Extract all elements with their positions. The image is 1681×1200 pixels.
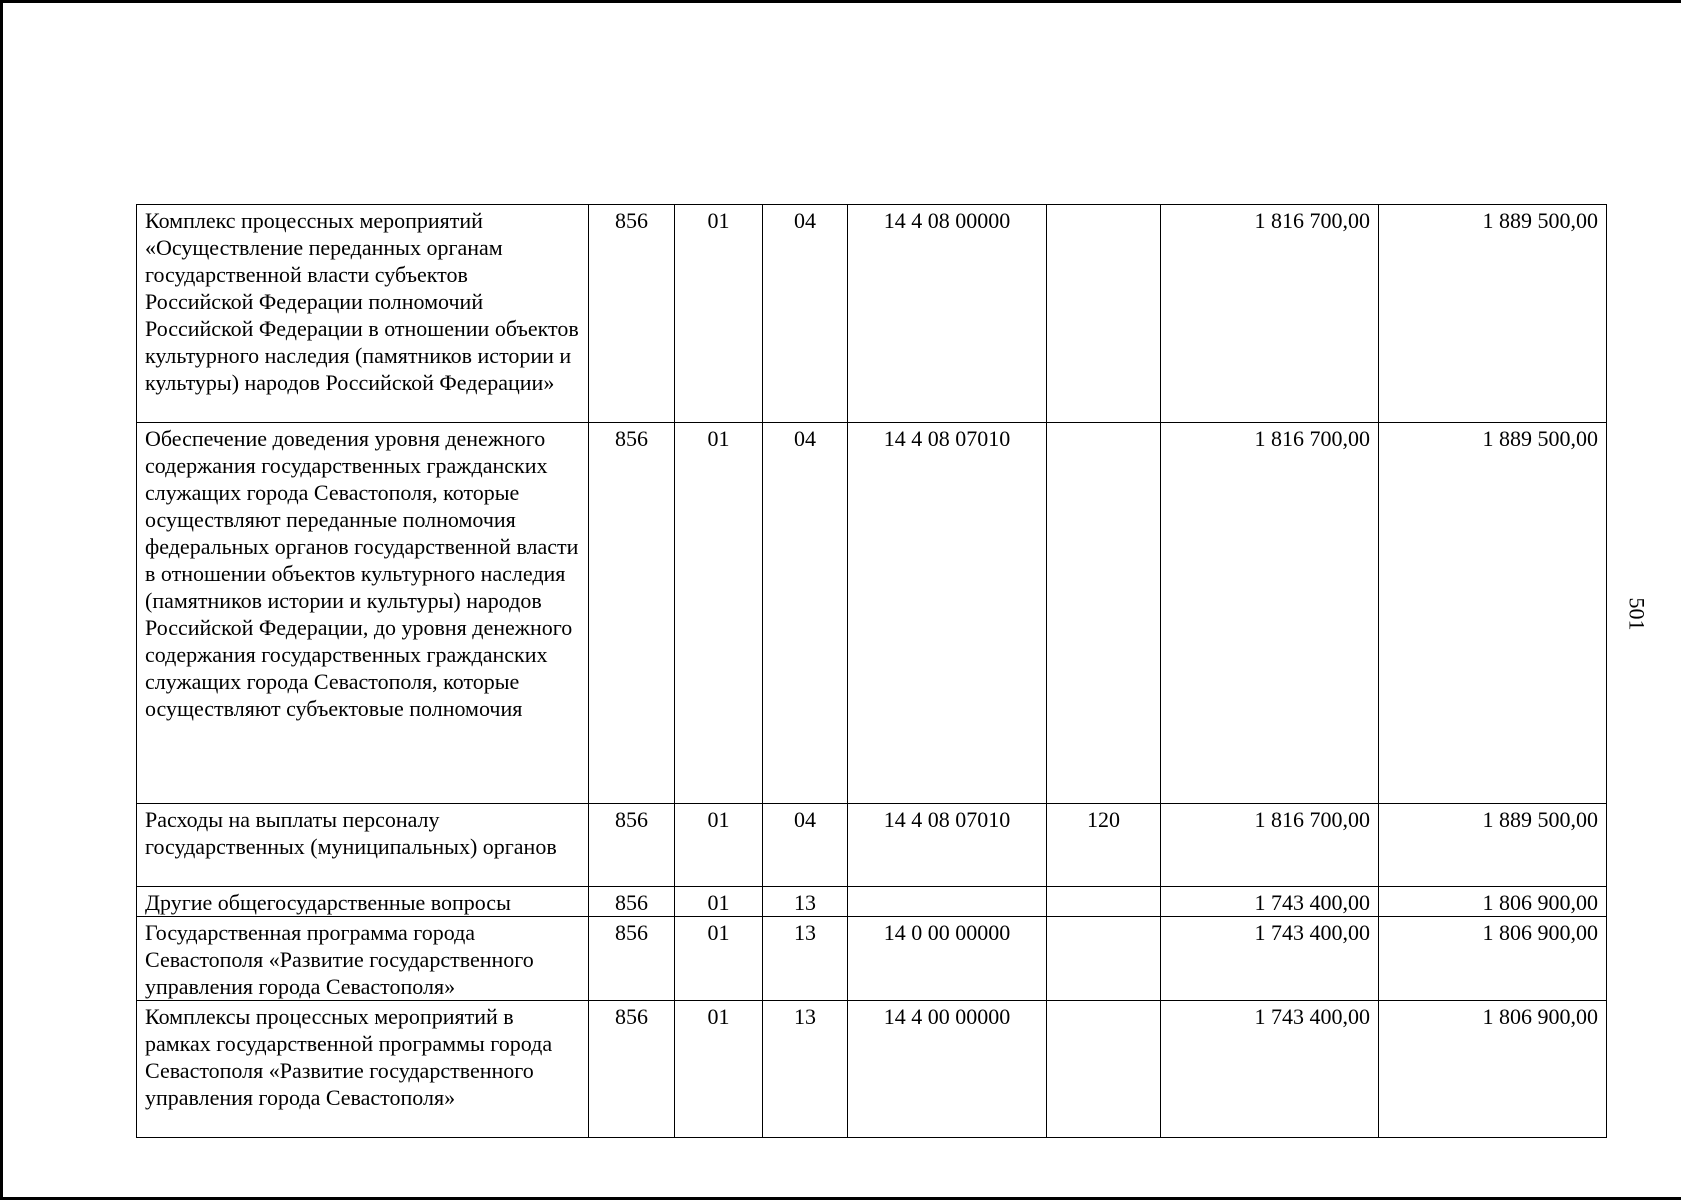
- row-vr: [1047, 423, 1161, 804]
- scan-edge-left: [0, 0, 3, 1200]
- row-sum-1: 1 816 700,00: [1161, 804, 1379, 887]
- row-csr: 14 4 00 00000: [848, 1001, 1047, 1138]
- table-row: [137, 205, 1607, 423]
- row-vr: [1047, 1001, 1161, 1138]
- row-sum-1: 1 743 400,00: [1161, 917, 1379, 1001]
- row-sum-2: 1 889 500,00: [1379, 804, 1607, 887]
- row-vr: [1047, 887, 1161, 917]
- table-row: [137, 917, 1607, 1001]
- row-csr: 14 4 08 00000: [848, 205, 1047, 423]
- row-pr: 04: [763, 804, 848, 887]
- row-pr: 13: [763, 1001, 848, 1138]
- scan-edge-top: [0, 0, 1681, 3]
- row-name: Обеспечение доведения уровня денежного содержания государственных гражданских служащих города Севастополя, которые осуществляют переданные полномочия федеральных органов государственной власти в отношении объектов культурного наследия (памятников истории и культуры) народов Российской Федерации, до уровня денежного содержания государственных гражданских служащих города Севастополя, которые осуществляют субъектовые полномочия: [137, 423, 589, 804]
- table-row: [137, 1001, 1607, 1138]
- row-sum-1: 1 743 400,00: [1161, 887, 1379, 917]
- row-pr: 04: [763, 423, 848, 804]
- row-rz: 01: [675, 423, 763, 804]
- row-sum-2: 1 889 500,00: [1379, 205, 1607, 423]
- row-ved: 856: [589, 804, 675, 887]
- row-name: Государственная программа города Севастополя «Развитие государственного управления города Севастополя»: [137, 917, 589, 1001]
- table-row: [137, 804, 1607, 887]
- row-name: Расходы на выплаты персоналу государственных (муниципальных) органов: [137, 804, 589, 887]
- row-vr: 120: [1047, 804, 1161, 887]
- table-row: [137, 887, 1607, 917]
- row-sum-2: 1 806 900,00: [1379, 917, 1607, 1001]
- row-rz: 01: [675, 205, 763, 423]
- row-vr: [1047, 917, 1161, 1001]
- row-csr: 14 4 08 07010: [848, 804, 1047, 887]
- row-sum-1: 1 816 700,00: [1161, 205, 1379, 423]
- row-name: Комплексы процессных мероприятий в рамках государственной программы города Севастополя «Развитие государственного управления города Севастополя»: [137, 1001, 589, 1138]
- row-sum-2: 1 806 900,00: [1379, 887, 1607, 917]
- row-sum-2: 1 806 900,00: [1379, 1001, 1607, 1138]
- row-ved: 856: [589, 1001, 675, 1138]
- row-sum-1: 1 816 700,00: [1161, 423, 1379, 804]
- row-rz: 01: [675, 887, 763, 917]
- table-row: [137, 423, 1607, 804]
- row-ved: 856: [589, 917, 675, 1001]
- row-rz: 01: [675, 917, 763, 1001]
- row-ved: 856: [589, 887, 675, 917]
- page-number: 501: [1624, 597, 1650, 631]
- row-csr: 14 0 00 00000: [848, 917, 1047, 1001]
- budget-table: [136, 204, 1607, 1138]
- row-pr: 13: [763, 887, 848, 917]
- row-pr: 04: [763, 205, 848, 423]
- row-rz: 01: [675, 804, 763, 887]
- row-vr: [1047, 205, 1161, 423]
- row-csr: [848, 887, 1047, 917]
- row-sum-1: 1 743 400,00: [1161, 1001, 1379, 1138]
- row-ved: 856: [589, 423, 675, 804]
- row-name: Комплекс процессных мероприятий «Осуществление переданных органам государственной власти субъектов Российской Федерации полномочий Российской Федерации в отношении объектов культурного наследия (памятников истории и культуры) народов Российской Федерации»: [137, 205, 589, 423]
- row-rz: 01: [675, 1001, 763, 1138]
- row-name: Другие общегосударственные вопросы: [137, 887, 589, 917]
- row-csr: 14 4 08 07010: [848, 423, 1047, 804]
- row-sum-2: 1 889 500,00: [1379, 423, 1607, 804]
- row-pr: 13: [763, 917, 848, 1001]
- row-ved: 856: [589, 205, 675, 423]
